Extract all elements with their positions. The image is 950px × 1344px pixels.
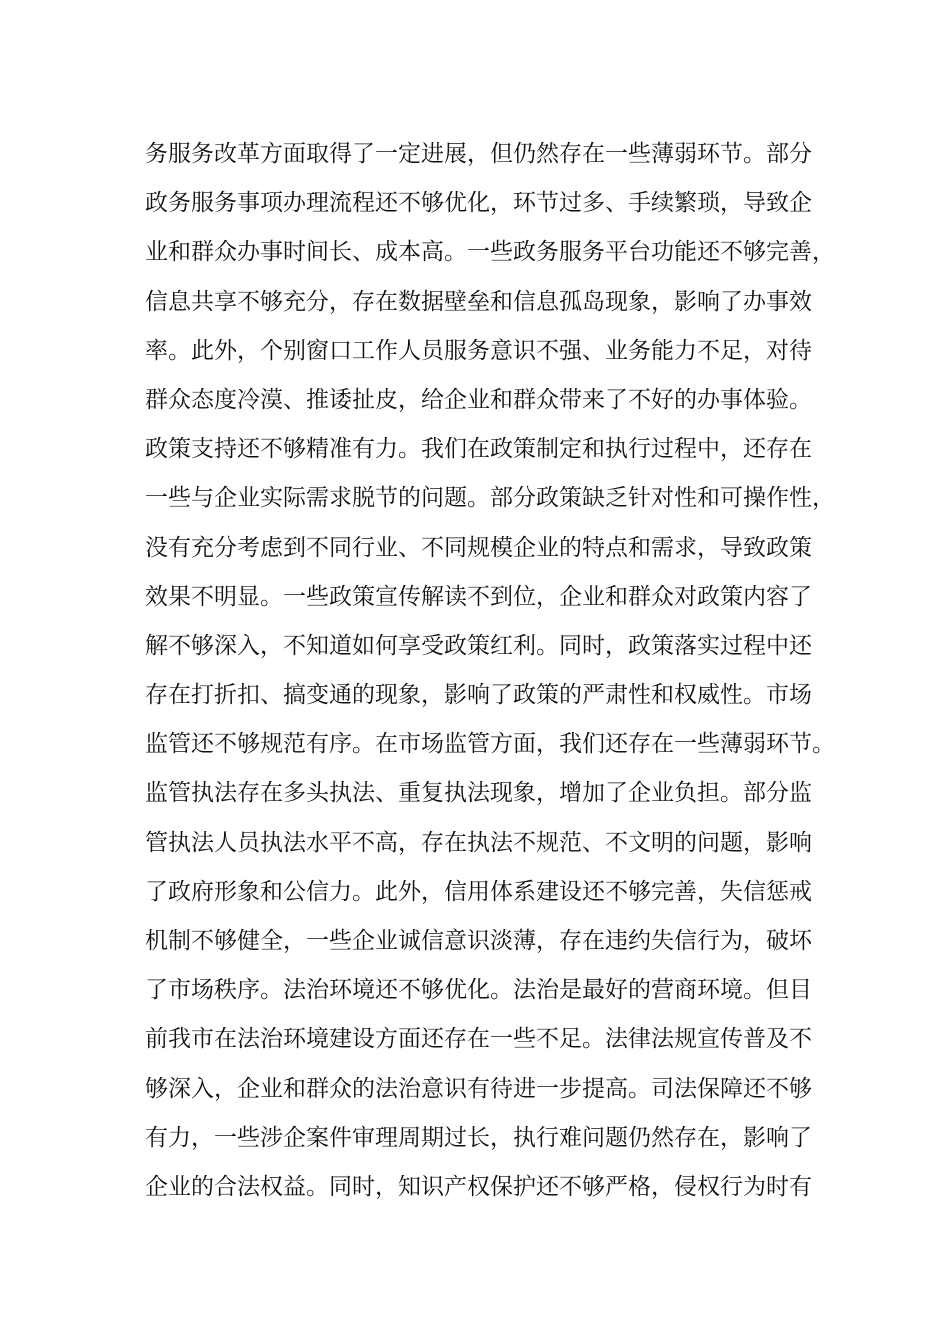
- text-line: 业和群众办事时间长、成本高。一些政务服务平台功能还不够完善，: [145, 239, 835, 266]
- text-line: 政策支持还不够精准有力。我们在政策制定和执行过程中，还存在: [145, 436, 812, 463]
- text-line: 率。此外，个别窗口工作人员服务意识不强、业务能力不足，对待: [145, 337, 812, 364]
- text-line: 了政府形象和公信力。此外，信用体系建设还不够完善，失信惩戒: [145, 878, 812, 905]
- text-line: 前我市在法治环境建设方面还存在一些不足。法律法规宣传普及不: [145, 1026, 812, 1053]
- body-text: [145, 130, 835, 1212]
- text-line: 有力，一些涉企案件审理周期过长，执行难问题仍然存在，影响了: [145, 1124, 812, 1151]
- text-line: 信息共享不够充分，存在数据壁垒和信息孤岛现象，影响了办事效: [145, 288, 812, 315]
- text-line: 务服务改革方面取得了一定进展，但仍然存在一些薄弱环节。部分: [145, 141, 812, 167]
- text-line: 够深入，企业和群众的法治意识有待进一步提高。司法保障还不够: [145, 1075, 812, 1102]
- text-line: 监管执法存在多头执法、重复执法现象，增加了企业负担。部分监: [145, 780, 812, 807]
- text-line: 监管还不够规范有序。在市场监管方面，我们还存在一些薄弱环节。: [145, 731, 835, 758]
- text-line: 机制不够健全，一些企业诚信意识淡薄，存在违约失信行为，破坏: [145, 928, 812, 954]
- text-line: 管执法人员执法水平不高，存在执法不规范、不文明的问题，影响: [145, 829, 812, 856]
- text-line: 群众态度冷漠、推诿扯皮，给企业和群众带来了不好的办事体验。: [145, 386, 812, 413]
- text-line: 效果不明显。一些政策宣传解读不到位，企业和群众对政策内容了: [145, 583, 812, 610]
- text-line: 解不够深入，不知道如何享受政策红利。同时，政策落实过程中还: [145, 632, 812, 659]
- text-line: 政务服务事项办理流程还不够优化，环节过多、手续繁琐，导致企: [145, 190, 812, 217]
- text-line: 了市场秩序。法治环境还不够优化。法治是最好的营商环境。但目: [145, 977, 812, 1004]
- text-line: 一些与企业实际需求脱节的问题。部分政策缺乏针对性和可操作性，: [145, 485, 835, 512]
- text-line: 没有充分考虑到不同行业、不同规模企业的特点和需求，导致政策: [145, 534, 812, 561]
- text-line: 存在打折扣、搞变通的现象，影响了政策的严肃性和权威性。市场: [145, 682, 812, 709]
- text-line: 企业的合法权益。同时，知识产权保护还不够严格，侵权行为时有: [145, 1173, 812, 1200]
